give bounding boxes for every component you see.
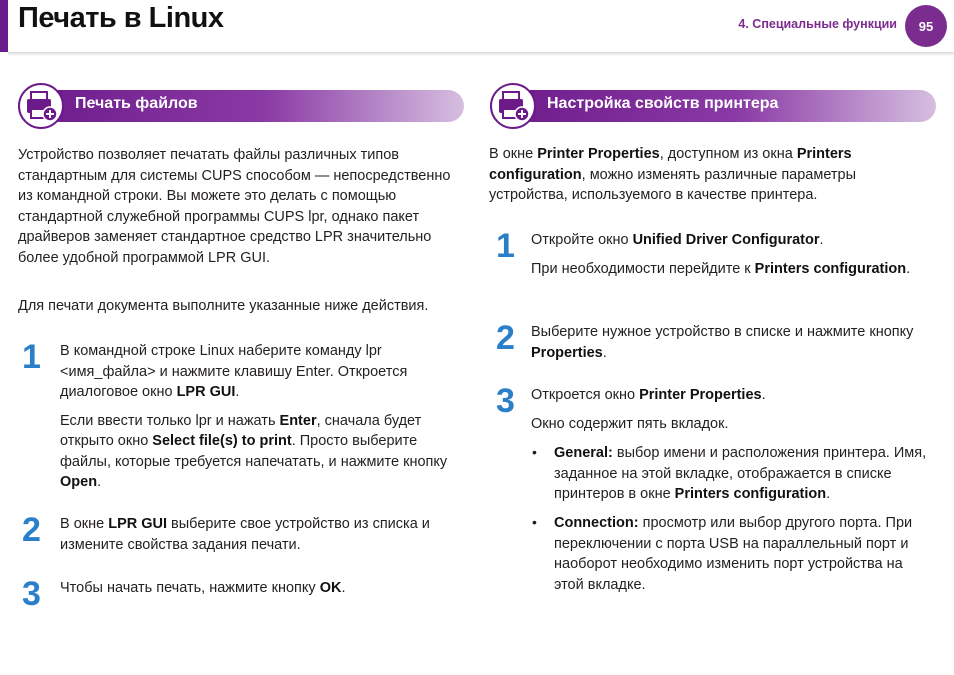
bullet-general (554, 443, 934, 505)
left-intro2-text: Для печати документа выполните указанные ниже действия. (18, 298, 429, 314)
right-step-3 (531, 385, 931, 434)
header-divider (8, 52, 954, 56)
page-number-badge (905, 5, 947, 47)
left-intro-text: Устройство позволяет печатать файлы различных типов стандартным для системы CUPS способом — непосредственно из командной строки. Вы можете это делать с помощью стандартной служебной программы CUPS lpr, однако пакет драйверов заменяет стандартное средство LPR значительно более удобной программой LPR GUI. (18, 147, 451, 266)
left-step-1-note: Если ввести только lpr и нажать Enter, сначала будет открыто окно Select file(s) to print. Просто выберите файлы, которые требуется напечатать, и нажмите кнопку Open. (60, 412, 448, 490)
section-title-printer-properties: Настройка свойств принтера (547, 95, 779, 112)
bullet-general-text: General: выбор имени и расположения принтера. Имя, заданное на этой вкладке, отображается в списке принтеров в окне Printers configuration. (554, 445, 927, 502)
bullet-connection (554, 513, 934, 595)
right-step-1-note: При необходимости перейдите к Printers configuration. (531, 260, 911, 277)
bullet-marker: • (532, 514, 537, 530)
right-intro (489, 144, 929, 206)
left-intro2 (18, 296, 478, 317)
right-intro-text: В окне Printer Properties, доступном из окна Printers configuration, можно изменять различные параметры устройства, используемого в качестве принтера. (489, 146, 857, 203)
step-number: 3 (496, 382, 515, 420)
bullet-connection-text: Connection: просмотр или выбор другого порта. При переключении с порта USB на параллельный порт и наоборот необходимо изменить порт устройства на этой вкладке. (554, 515, 913, 593)
left-step-2 (60, 514, 465, 555)
right-step-1-text: Откройте окно Unified Driver Configurator. (531, 232, 824, 248)
section-title-print-files: Печать файлов (75, 95, 198, 112)
left-step-1-text: В командной строке Linux наберите команду lpr <имя_файла> и нажмите клавишу Enter. Откроется диалоговое окно LPR GUI. (60, 343, 408, 400)
printer-plus-icon (18, 83, 64, 129)
step-number: 2 (496, 319, 515, 357)
page-number: 95 (918, 18, 934, 34)
left-step-3 (60, 578, 465, 599)
right-step-1 (531, 230, 931, 279)
chapter-label: 4. Специальные функции (738, 17, 897, 31)
bullet-marker: • (532, 444, 537, 460)
right-step-2 (531, 322, 931, 363)
step-number: 1 (22, 338, 41, 376)
printer-plus-icon (490, 83, 536, 129)
step-number: 3 (22, 575, 41, 613)
right-step-3-note: Окно содержит пять вкладок. (531, 415, 729, 432)
step-number: 1 (496, 227, 515, 265)
page-title: Печать в Linux (18, 2, 224, 34)
header-accent-bar (0, 0, 8, 52)
left-intro (18, 145, 468, 268)
right-step-2-text: Выберите нужное устройство в списке и нажмите кнопку Properties. (531, 324, 914, 361)
left-step-2-text: В окне LPR GUI выберите свое устройство из списка и измените свойства задания печати. (60, 516, 430, 553)
right-step-3-text: Откроется окно Printer Properties. (531, 387, 766, 403)
left-step-3-text: Чтобы начать печать, нажмите кнопку OK. (60, 580, 346, 596)
left-step-1 (60, 341, 465, 493)
step-number: 2 (22, 511, 41, 549)
